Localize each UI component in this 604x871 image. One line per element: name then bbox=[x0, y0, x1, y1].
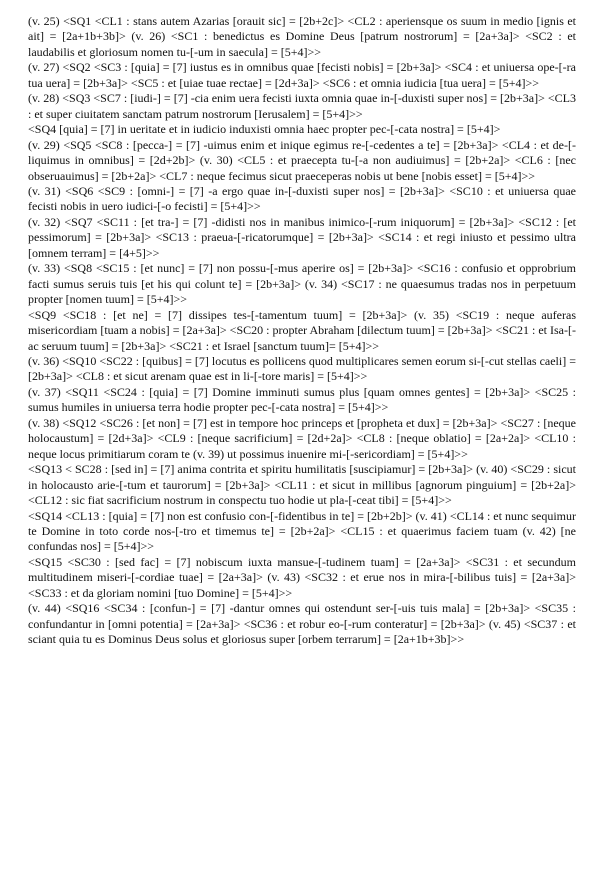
paragraph-sq13: <SQ13 < SC28 : [sed in] = [7] anima contrita et spiritu humilitatis [suscipiamur] = [2b+3a]> (v. 40) <SC29 : sicut in holocausto arie-[-tum et taurorum] = [2b+3a]> <CL11 : et sicut in millibus [agnorum pinguium] = [2b+2a]> <CL12 : sic fiat sacrificium nostrum in conspectu tuo hodie ut pla-[-ceat tibi] = [5+4]>> bbox=[28, 462, 576, 508]
paragraph-v29: (v. 29) <SQ5 <SC8 : [pecca-] = [7] -uimus enim et inique egimus re-[-cedentes a te] = [2b+3a]> <CL4 : et de-[-liquimus in omnibus] = [2d+2b]> (v. 30) <CL5 : et praecepta tu-[-a non audiuimus] = [2b+2a]> <CL6 : [nec obseruauimus] = [2b+2a]> <CL7 : neque fecimus sicut praeceperas nobis ut bene [nobis esset] = [5+4]>> bbox=[28, 137, 576, 183]
paragraph-v25: (v. 25) <SQ1 <CL1 : stans autem Azarias [orauit sic] = [2b+2c]> <CL2 : aperiensque os suum in medio [ignis et ait] = [2a+1b+3b]> (v. 26) <SC1 : benedictus es Domine Deus [patrum nostrorum] = [2a+3a]> <SC2 : et laudabilis et gloriosum nomen tu-[-um in saecula] = [5+4]>> bbox=[28, 14, 576, 59]
paragraph-sq15: <SQ15 <SC30 : [sed fac] = [7] nobiscum iuxta mansue-[-tudinem tuam] = [2a+3a]> <SC31 : et secundum multitudinem miseri-[-cordiae tuae] = [2a+3a]> (v. 43) <SC32 : et erue nos in mira-[-bilibus tuis] = [2a+3a]> <SC33 : et da gloriam nomini [tuo Domine] = [5+4]>> bbox=[28, 554, 576, 600]
paragraph-v37: (v. 37) <SQ11 <SC24 : [quia] = [7] Domine imminuti sumus plus [quam omnes gentes] = [2b+3a]> <SC25 : sumus humiles in uniuersa terra hodie propter pec-[-cata nostra] = [5+4]>> bbox=[28, 384, 576, 415]
paragraph-sq4: <SQ4 [quia] = [7] in ueritate et in iudicio induxisti omnia haec propter pec-[-cata nostra] = [5+4]> bbox=[28, 122, 501, 137]
paragraph-sq9: <SQ9 <SC18 : [et ne] = [7] dissipes tes-[-tamentum tuum] = [2b+3a]> (v. 35) <SC19 : neque auferas misericordiam [tuam a nobis] = [2a+3a]> <SC20 : propter Abraham [dilectum tuum] = [2b+3a]> <SC21 : et Isa-[-ac seruum tuum] = [2b+3a]> <SC21 : et Israel [sanctum tuum]= [5+4]>> bbox=[28, 307, 576, 353]
paragraph-v27: (v. 27) <SQ2 <SC3 : [quia] = [7] iustus es in omnibus quae [fecisti nobis] = [2b+3a]> <SC4 : et uniuersa ope-[-ra tua uera] = [2b+3a]> <SC5 : et [uiae tuae rectae] = [2d+3a]> <SC6 : et omnia iudicia [tua uera] = [5+4]>> bbox=[28, 60, 576, 90]
paragraph-v31: (v. 31) <SQ6 <SC9 : [omni-] = [7] -a ergo quae in-[-duxisti super nos] = [2b+3a]> <SC10 : et uniuersa quae fecisti nobis in uero iudici-[-o fecisti] = [5+4]>> bbox=[28, 183, 576, 214]
paragraph-v36: (v. 36) <SQ10 <SC22 : [quibus] = [7] locutus es pollicens quod multiplicares semen eorum si-[-cut stellas caeli] = [2b+3a]> <CL8 : et sicut arenam quae est in li-[-tore maris] = [5+4]>> bbox=[28, 353, 576, 384]
document-body bbox=[28, 14, 576, 648]
paragraph-v38: (v. 38) <SQ12 <SC26 : [et non] = [7] est in tempore hoc princeps et [propheta et dux] = [2b+3a]> <SC27 : [neque holocaustum] = [2d+3a]> <CL9 : [neque sacrificium] = [2d+2a]> <CL8 : [neque oblatio] = [2a+2a]> <CL10 : neque locus primitiarum coram te (v. 39) ut possimus inuenire mi-[-sericordiam] = [5+4]>> bbox=[28, 415, 576, 461]
paragraph-sq14: <SQ14 <CL13 : [quia] = [7] non est confusio con-[-fidentibus in te] = [2b+2b]> (v. 41) <CL14 : et nunc sequimur te Domine in toto corde nos-[-tro et timemus te] = [2b+2a]> <CL15 : et quaerimus faciem tuam (v. 42) [ne confundas nos] = [5+4]>> bbox=[28, 508, 576, 554]
paragraph-v32: (v. 32) <SQ7 <SC11 : [et tra-] = [7] -didisti nos in manibus inimico-[-rum iniquorum] = [2b+3a]> <SC12 : [et pessimorum] = [2b+3a]> <SC13 : praeua-[-ricatorumque] = [2b+3a]> <SC14 : et regi iniusto et pessimo ultra [omnem terram] = [4+5]>> bbox=[28, 214, 576, 260]
paragraph-v28: (v. 28) <SQ3 <SC7 : [iudi-] = [7] -cia enim uera fecisti iuxta omnia quae in-[-duxisti super nos] = [2b+3a]> <CL3 : et super ciuitatem sanctam patrum nostrorum [Ierusalem] = [5+4]>> bbox=[28, 91, 576, 121]
paragraph-v33: (v. 33) <SQ8 <SC15 : [et nunc] = [7] non possu-[-mus aperire os] = [2b+3a]> <SC16 : confusio et opprobrium facti sumus seruis tuis [et his qui colunt te] = [2b+3a]> (v. 34) <SC17 : ne quaesumus tradas nos in perpetuum propter [nomen tuum] = [5+4]>> bbox=[28, 261, 576, 307]
paragraph-v44: (v. 44) <SQ16 <SC34 : [confun-] = [7] -dantur omnes qui ostendunt ser-[-uis tuis mala] = [2b+3a]> <SC35 : confundantur in [omni potentia] = [2a+3a]> <SC36 : et robur eo-[-rum conteratur] = [2b+3a]> (v. 45) <SC37 : et sciant quia tu es Dominus Deus solus et gloriosus super [orbem terrarum] = [2a+1b+3b]>> bbox=[28, 601, 576, 647]
